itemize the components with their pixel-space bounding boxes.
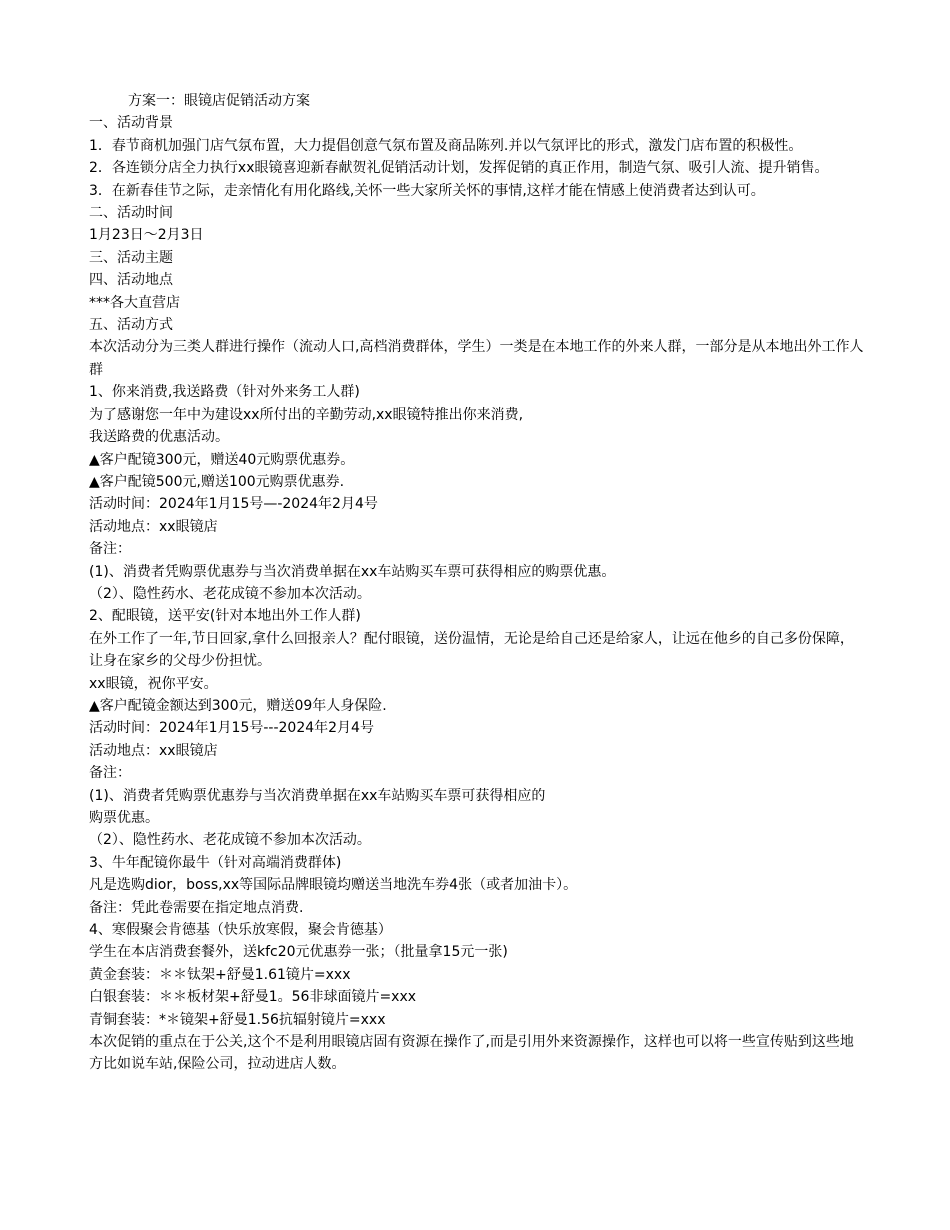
subsection-heading: 3、牛年配镜你最牛（针对高端消费群体) (89, 854, 342, 871)
paragraph: 1．春节商机加强门店气氛布置，大力提倡创意气氛布置及商品陈列.并以气氛评比的形式，激发门店布置的积极性。 (89, 137, 803, 154)
paragraph: xx眼镜，祝你平安。 (89, 675, 218, 692)
document-page (89, 90, 864, 1076)
paragraph: 活动地点：xx眼镜店 (89, 518, 218, 535)
subsection-heading: 1、你来消费,我送路费（针对外来务工人群) (89, 384, 360, 401)
bullet-item: ▲客户配镜300元，赠送40元购票优惠券。 (89, 451, 355, 468)
paragraph: 2．各连锁分店全力执行xx眼镜喜迎新春献贺礼促销活动计划，发挥促销的真正作用，制造气氛、吸引人流、提升销售。 (89, 160, 829, 177)
section-heading: 三、活动主题 (89, 249, 173, 266)
paragraph: 本次活动分为三类人群进行操作（流动人口,高档消费群体，学生）一类是在本地工作的外来人群，一部分是从本地出外工作人群 (89, 339, 864, 378)
paragraph: （2）、隐性药水、老花成镜不参加本次活动。 (89, 585, 371, 602)
paragraph: 凡是选购dior，boss,xx等国际品牌眼镜均赠送当地洗车券4张（或者加油卡）。 (89, 877, 578, 894)
paragraph: 白银套装：＊＊板材架+舒曼1。56非球面镜片=xxx (89, 989, 417, 1006)
paragraph: 购票优惠。 (89, 810, 159, 826)
paragraph: 备注：凭此卷需要在指定地点消费. (89, 899, 304, 916)
paragraph: (1)、消费者凭购票优惠券与当次消费单据在xx车站购买车票可获得相应的购票优惠。 (89, 563, 616, 580)
subsection-heading: 2、配眼镜，送平安(针对本地出外工作人群) (89, 608, 361, 625)
paragraph: 我送路费的优惠活动。 (89, 429, 229, 446)
bullet-item: ▲客户配镜500元,赠送100元购票优惠券. (89, 473, 345, 490)
paragraph: 备注： (89, 765, 131, 782)
paragraph: 活动时间：2024年1月15号---2024年2月4号 (89, 720, 374, 737)
paragraph: 在外工作了一年,节日回家,拿什么回报亲人？配付眼镜，送份温情，无论是给自己还是给家人，让远在他乡的自己多份保障，让身在家乡的父母少份担忧。 (89, 630, 854, 670)
paragraph: （2）、隐性药水、老花成镜不参加本次活动。 (89, 832, 371, 849)
bullet-item: ▲客户配镜金额达到300元，赠送09年人身保险. (89, 697, 387, 714)
paragraph: 活动时间：2024年1月15号—-2024年2月4号 (89, 496, 378, 513)
section-heading: 五、活动方式 (89, 317, 173, 334)
paragraph: 青铜套装：*＊镜架+舒曼1.56抗辐射镜片=xxx (89, 1011, 386, 1028)
paragraph: 黄金套装：＊＊钛架+舒曼1.61镜片=xxx (89, 966, 351, 983)
paragraph: 备注： (89, 541, 131, 558)
paragraph: 学生在本店消费套餐外，送kfc20元优惠券一张；（批量拿15元一张) (89, 944, 508, 961)
section-heading: 二、活动时间 (89, 205, 173, 222)
paragraph: ***各大直营店 (89, 294, 180, 311)
section-heading: 一、活动背景 (89, 115, 173, 132)
section-heading: 四、活动地点 (89, 272, 173, 289)
paragraph: 活动地点：xx眼镜店 (89, 742, 218, 759)
paragraph: (1)、消费者凭购票优惠券与当次消费单据在xx车站购买车票可获得相应的 (89, 787, 546, 804)
document-title: 方案一：眼镜店促销活动方案 (128, 93, 310, 109)
paragraph: 1月23日～2月3日 (89, 227, 204, 244)
paragraph: 3．在新春佳节之际，走亲情化有用化路线,关怀一些大家所关怀的事情,这样才能在情感上使消费者达到认可。 (89, 182, 765, 199)
subsection-heading: 4、寒假聚会肯德基（快乐放寒假，聚会肯德基） (89, 922, 392, 939)
paragraph: 本次促销的重点在于公关,这个不是利用眼镜店固有资源在操作了,而是引用外来资源操作，这样也可以将一些宣传贴到这些地方比如说车站,保险公司，拉动进店人数。 (89, 1034, 854, 1073)
paragraph: 为了感谢您一年中为建设xx所付出的辛勤劳动,xx眼镜特推出你来消费, (89, 406, 524, 423)
